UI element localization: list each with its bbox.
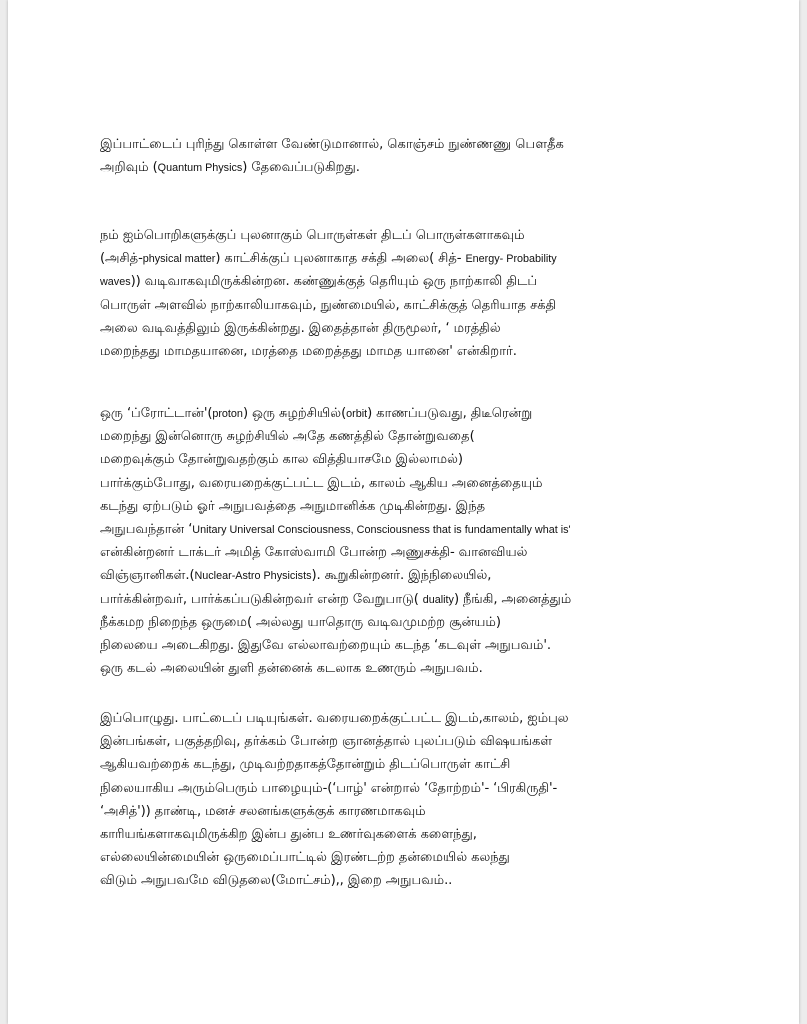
text-line: எல்லையின்மையின் ஒருமைப்பாட்டில் இரண்டற்ற தன்மையில் கலந்து xyxy=(100,850,510,866)
text-line: இப்பாட்டைப் புரிந்து கொள்ள வேண்டுமானால், கொஞ்சம் நுண்ணணு பௌதீக xyxy=(100,137,564,152)
paragraph-read-the-verse xyxy=(100,707,730,893)
text-line: (அசித்-physical matter) காட்சிக்குப் புலனாகாத சக்தி அலை( சித்- Energy- Probability xyxy=(100,251,557,267)
text-line: கடந்து ஏற்படும் ஓர் அநுபவத்தை அநுமானிக்க முடிகின்றது. இந்த xyxy=(100,498,486,514)
text-line: விஞ்ஞானிகள்.(Nuclear-Astro Physicists). கூறுகின்றனர். இந்நிலையில், xyxy=(100,568,492,584)
text-line: waves)) வடிவாகவுமிருக்கின்றன. கண்ணுக்குத் தெரியும் ஒரு நாற்காலி திடப் xyxy=(100,274,538,290)
paragraph-proton-consciousness xyxy=(100,402,730,680)
text-line: அநுபவந்தான் ‘Unitary Universal Consciousness, Consciousness that is fundamentally what is' xyxy=(100,521,571,537)
text-line: அலை வடிவத்திலும் இருக்கின்றது. இதைத்தான் திருமூலர், ‘ மரத்தில் xyxy=(100,320,501,336)
text-line: ஆகியவற்றைக் கடந்து, முடிவற்றதாகத்தோன்றும் திடப்பொருள் காட்சி xyxy=(100,757,511,773)
text-line: அறிவும் (Quantum Physics) தேவைப்படுகிறது. xyxy=(100,160,360,176)
text-line: நீக்கமற நிறைந்த ஒருமை( அல்லது யாதொரு வடிவமுமற்ற சூன்யம்) xyxy=(100,614,501,630)
text-line: விடும் அநுபவமே விடுதலை(மோட்சம்),, இறை அநுபவம்.. xyxy=(100,873,453,889)
text-line: ஒரு கடல் அலையின் துளி தன்னைக் கடலாக உணரும் அநுபவம். xyxy=(100,661,483,677)
text-line: பார்க்கின்றவர், பார்க்கப்படுகின்றவர் என்ற வேறுபாடு( duality) நீங்கி, அனைத்தும் xyxy=(100,591,572,607)
text-line: காரியங்களாகவுமிருக்கிற இன்ப துன்ப உணர்வுகளைக் களைந்து, xyxy=(100,826,477,842)
paragraph-quantum-intro xyxy=(100,133,730,179)
text-line: இன்பங்கள், பகுத்தறிவு, தர்க்கம் போன்ற ஞானத்தால் புலப்படும் விஷயங்கள் xyxy=(100,734,553,750)
text-line: மறைந்தது மாமதயானை, மரத்தை மறைத்தது மாமத யானை' என்கிறார். xyxy=(100,343,517,359)
text-line: ஒரு ‘ப்ரோட்டான்'(proton) ஒரு சுழற்சியில்(orbit) காணப்படுவது, திடீரென்று xyxy=(100,406,533,421)
text-line: பொருள் அளவில் நாற்காலியாகவும், நுண்மையில், காட்சிக்குத் தெரியாத சக்தி xyxy=(100,297,557,313)
text-line: மறைந்து இன்னொரு சுழற்சியில் அதே கணத்தில் தோன்றுவதை( xyxy=(100,429,475,445)
paragraph-matter-energy xyxy=(100,224,730,363)
text-line: பார்க்கும்போது, வரையறைக்குட்பட்ட இடம், காலம் ஆகிய அனைத்தையும் xyxy=(100,475,543,491)
text-line: என்கின்றனர் டாக்டர் அமித் கோஸ்வாமி போன்ற அணுசக்தி- வானவியல் xyxy=(100,545,528,561)
text-line: நிலையை அடைகிறது. இதுவே எல்லாவற்றையும் கடந்த ‘கடவுள் அநுபவம்'. xyxy=(100,637,551,653)
document-page xyxy=(8,0,799,1024)
text-line: இப்பொழுது. பாட்டைப் படியுங்கள். வரையறைக்குட்பட்ட இடம்,காலம், ஐம்புல xyxy=(100,711,569,726)
text-line: ‘அசித்')) தாண்டி, மனச் சலனங்களுக்குக் காரணமாகவும் xyxy=(100,803,426,819)
text-line: மறைவுக்கும் தோன்றுவதற்கும் கால வித்தியாசமே இல்லாமல்) xyxy=(100,452,463,468)
text-line: நம் ஐம்பொறிகளுக்குப் புலனாகும் பொருள்கள் திடப் பொருள்களாகவும் xyxy=(100,228,525,243)
text-line: நிலையாகிய அரும்பெரும் பாழையும்-(‘பாழ்' என்றால் ‘தோற்றம்'- ‘பிரகிருதி'- xyxy=(100,780,558,796)
